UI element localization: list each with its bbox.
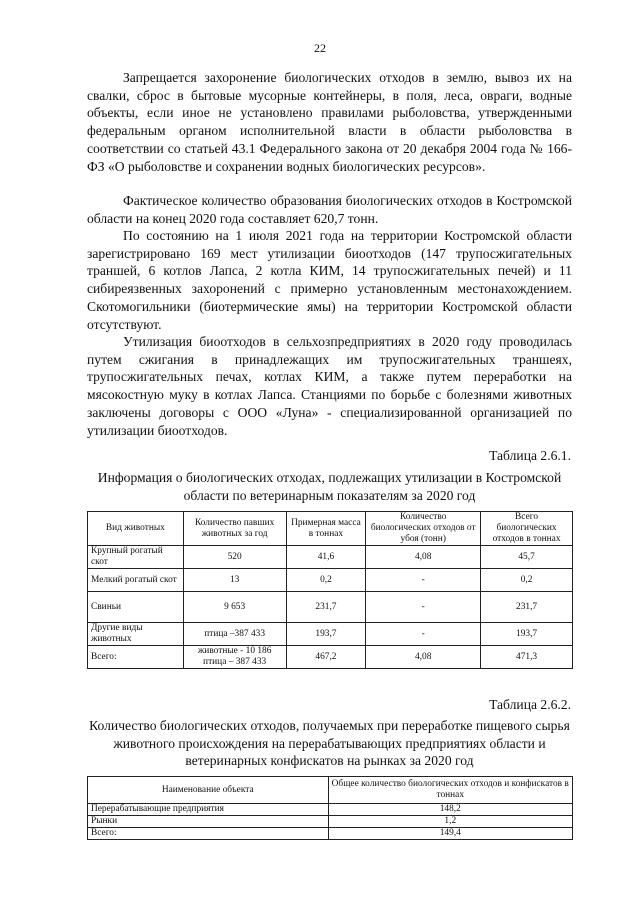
table-cell: Мелкий рогатый скот <box>88 569 184 592</box>
table1-caption: Таблица 2.6.1. <box>489 448 571 463</box>
table-row <box>88 804 573 816</box>
table-cell: 0,2 <box>286 569 366 592</box>
table-cell: 4,08 <box>366 546 481 569</box>
header-approx-mass: Примерная масса в тоннах <box>286 512 366 546</box>
table-cell: 41,6 <box>286 546 366 569</box>
table-cell: 193,7 <box>481 623 573 646</box>
table-cell: Всего: <box>88 646 184 669</box>
table-cell: 45,7 <box>481 546 573 569</box>
table-cell: 149,4 <box>328 828 572 840</box>
table-cell: 520 <box>183 546 286 569</box>
table-cell: 467,2 <box>286 646 366 669</box>
table-cell: Всего: <box>88 828 329 840</box>
table-cell: Рынки <box>88 816 329 828</box>
table-cell: 9 653 <box>183 592 286 623</box>
table-cell: - <box>366 569 481 592</box>
paragraph-burial-ban: Запрещается захоронение биологических отходов в землю, вывоз их на свалки, сброс в бытовые мусорные контейнеры, в поля, леса, овраги, водные объекты, если иное не установлено правилами рыболовства, утвержденными федеральным органом исполнительной власти в области рыболовства в соответствии со статьей 43.1 Федерального закона от 20 декабря 2004 года № 166-ФЗ «О рыболовстве и сохранении водных биологических ресурсов». <box>87 70 572 174</box>
table-cell: 1,2 <box>328 816 572 828</box>
paragraph-waste-amount: Фактическое количество образования биологических отходов в Костромской области на конец 2020 года составляет 620,7 тонн. <box>87 193 572 226</box>
table-cell: 148,2 <box>328 804 572 816</box>
table-header-row <box>88 777 573 804</box>
table-cell: - <box>366 623 481 646</box>
table-cell: 13 <box>183 569 286 592</box>
table-cell: 231,7 <box>286 592 366 623</box>
table-cell: Перерабатывающие предприятия <box>88 804 329 816</box>
table-row <box>88 546 573 569</box>
table-cell: 231,7 <box>481 592 573 623</box>
table2-caption: Таблица 2.6.2. <box>489 697 571 712</box>
header-dead-animals: Количество павших животных за год <box>183 512 286 546</box>
table-cell: птица –387 433 <box>183 623 286 646</box>
table-cell: Свиньи <box>88 592 184 623</box>
table-header-row <box>88 512 573 546</box>
table-cell: Крупный рогатый скот <box>88 546 184 569</box>
paragraph-disposal-sites: По состоянию на 1 июля 2021 года на территории Костромской области зарегистрировано 169 мест утилизации биоотходов (147 трупосжигательных траншей, 6 котлов Лапса, 2 котла КИМ, 14 трупосжигательных печей) и 11 сибиреязвенных захоронений с примерно установленным местонахождением. Скотомогильники (биотермические ямы) на территории Костромской области отсутствуют. <box>87 228 572 332</box>
header-total-waste: Всего биологических отходов в тоннах <box>481 512 573 546</box>
table-row <box>88 828 573 840</box>
table-cell: 193,7 <box>286 623 366 646</box>
table-cell: 471,3 <box>481 646 573 669</box>
page-number: 22 <box>314 41 326 55</box>
table-cell: 4,08 <box>366 646 481 669</box>
paragraph-disposal-methods: Утилизация биоотходов в сельхозпредприятиях в 2020 году проводилась путем сжигания в принадлежащих им трупосжигательных траншеях, трупосжигательных печах, котлах КИМ, а также путем переработки на мясокостную муку в котлах Лапса. Станциями по борьбе с болезнями животных заключены договоры с ООО «Луна» - специализированной организацией по утилизации биоотходов. <box>87 334 572 438</box>
table2-title: Количество биологических отходов, получаемых при переработке пищевого сырья животного происхождения на перерабатывающих предприятиях области и ветеринарных конфискатов на рынках за 2020 год <box>89 718 570 769</box>
processing-waste-table <box>87 776 573 840</box>
table-row <box>88 816 573 828</box>
table-row <box>88 646 573 669</box>
table-cell: животные - 10 186 птица – 387 433 <box>183 646 286 669</box>
table-cell: Другие виды животных <box>88 623 184 646</box>
header-object-name: Наименование объекта <box>88 777 329 804</box>
header-slaughter-waste: Количество биологических отходов от убоя (тонн) <box>366 512 481 546</box>
veterinary-waste-table <box>87 511 573 669</box>
table-row <box>88 592 573 623</box>
header-animal-type: Вид животных <box>88 512 184 546</box>
table1-title: Информация о биологических отходах, подлежащих утилизации в Костромской области по ветеринарным показателям за 2020 год <box>97 470 562 503</box>
table-row <box>88 623 573 646</box>
header-total-waste-confiscates: Общее количество биологических отходов и конфискатов в тоннах <box>328 777 572 804</box>
table-row <box>88 569 573 592</box>
table-cell: 0,2 <box>481 569 573 592</box>
table-cell: - <box>366 592 481 623</box>
